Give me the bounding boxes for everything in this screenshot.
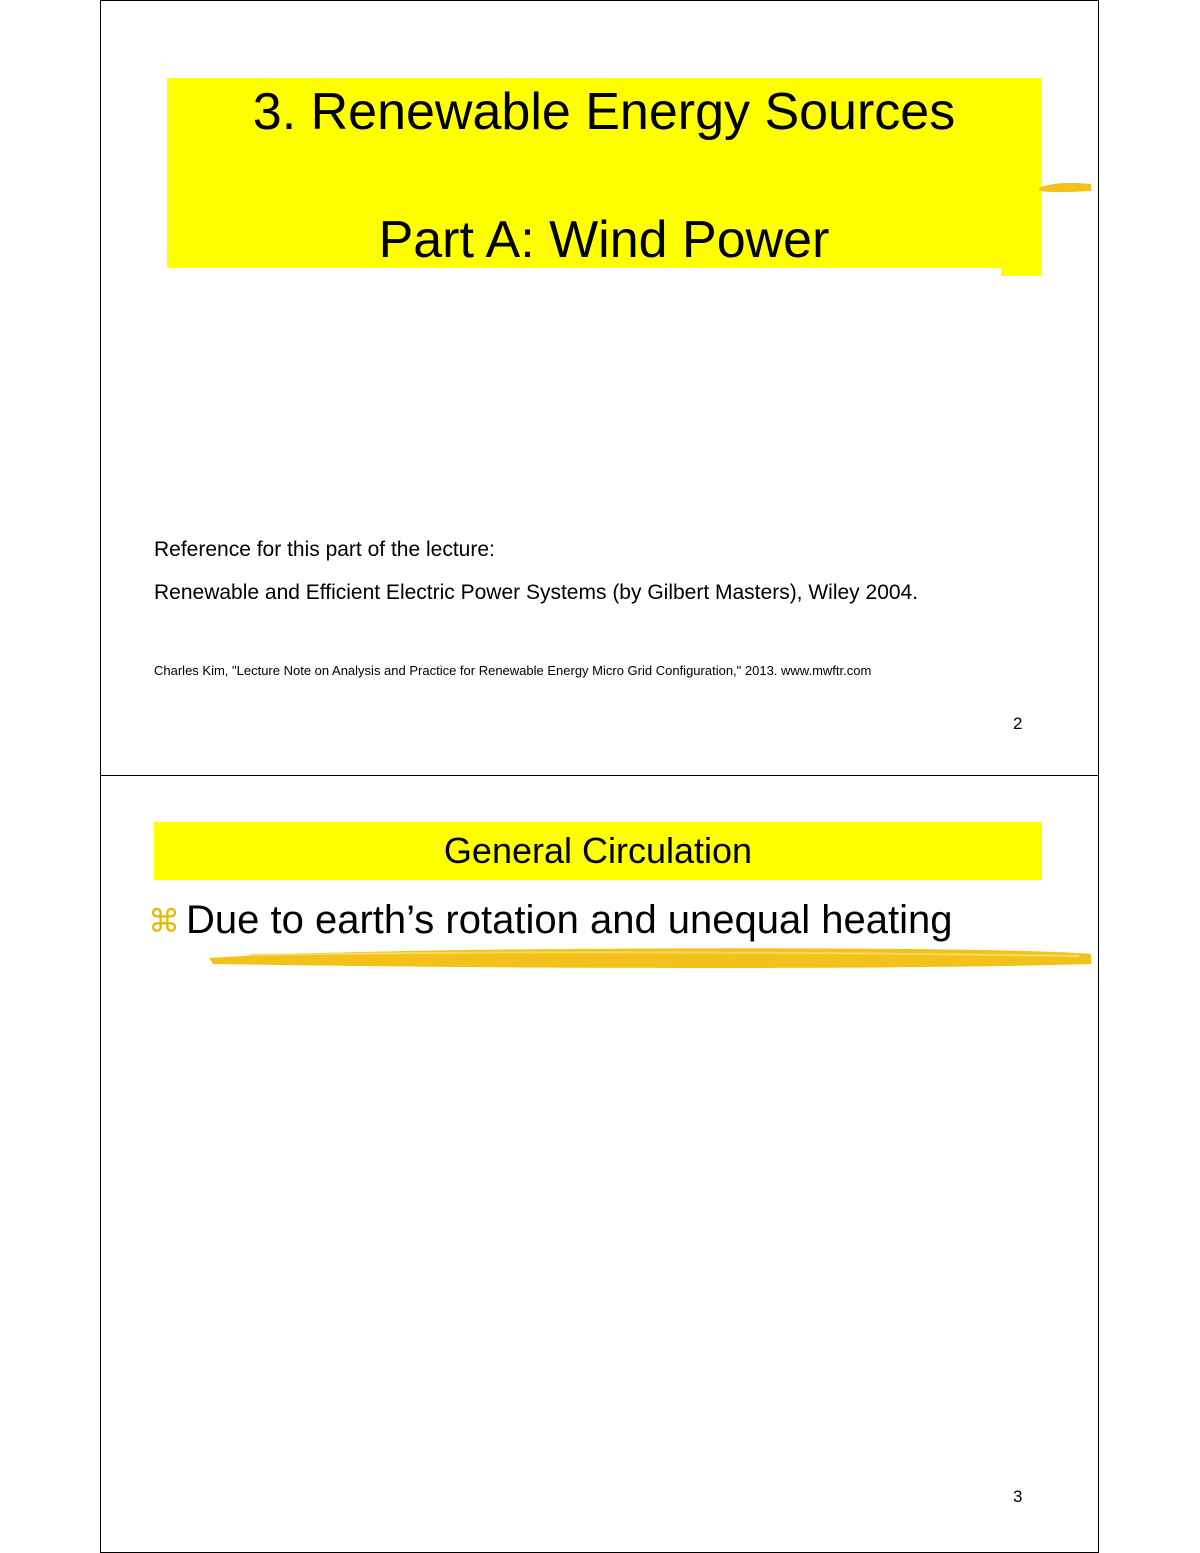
slide-title-box — [167, 78, 1041, 268]
reference-text: Renewable and Efficient Electric Power Systems (by Gilbert Masters), Wiley 2004. — [154, 581, 919, 604]
title-box-notch — [1001, 265, 1041, 276]
slide-title-line-1: 3. Renewable Energy Sources — [252, 83, 956, 141]
page-number: 3 — [1013, 1487, 1023, 1506]
slide-title-line-2: Part A: Wind Power — [378, 211, 830, 269]
bullet-item — [148, 898, 953, 943]
brush-stroke-underline — [209, 944, 1093, 974]
page-number: 2 — [1013, 714, 1023, 733]
slide-2 — [100, 0, 1099, 776]
reference-label: Reference for this part of the lecture: — [154, 538, 495, 561]
command-icon: ⌘ — [148, 901, 180, 940]
slide-title: General Circulation — [154, 822, 1042, 880]
bullet-text: Due to earth’s rotation and unequal heating — [186, 898, 953, 942]
slide-3 — [100, 775, 1099, 1553]
brush-stroke-decoration — [1039, 179, 1093, 195]
credit-line: Charles Kim, "Lecture Note on Analysis and Practice for Renewable Energy Micro Grid Configuration," 2013. www.mwftr.com — [154, 663, 872, 678]
